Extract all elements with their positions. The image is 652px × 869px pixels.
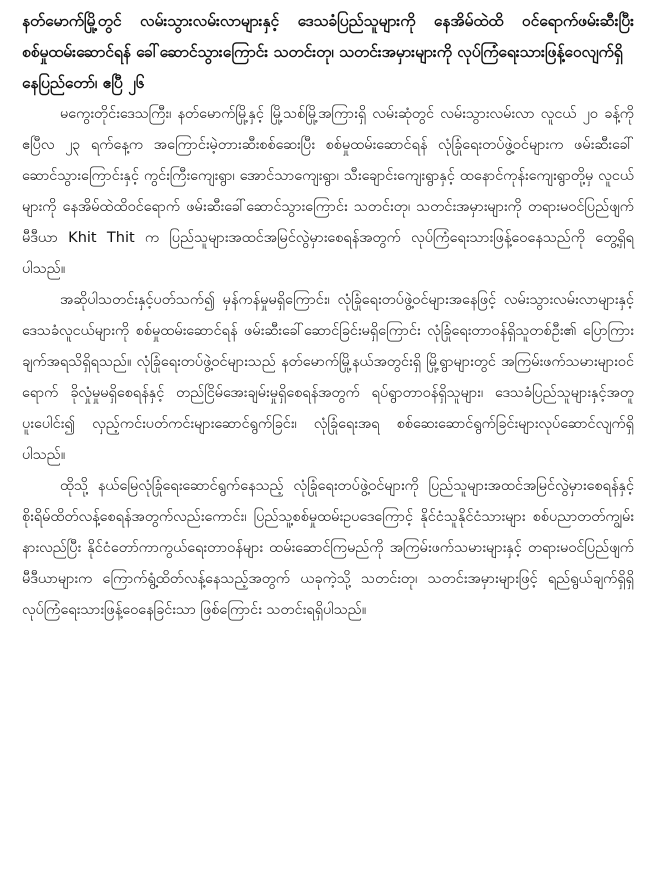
- news-article: [22, 6, 634, 626]
- article-paragraph-3: ထိုသို့ နယ်မြေလုံခြုံရေးဆောင်ရွက်နေသည့် လုံခြုံရေးတပ်ဖွဲ့ဝင်များကို ပြည်သူများအထင်အမြင်လွဲမှားစေရန်နှင့် စိုးရိမ်ထိတ်လန့်စေရန်အတွက်လည်းကောင်း၊ ပြည်သူ့စစ်မှုထမ်းဥပဒေကြောင့် နိုင်ငံသူနိုင်ငံသားများ စစ်ပညာတတ်ကျွမ်းနားလည်ပြီး နိုင်ငံတော်ကာကွယ်ရေးတာဝန်များ ထမ်းဆောင်ကြမည်ကို အကြမ်းဖက်သမားများနှင့် တရားမဝင်ပြည်ဖျက်မီဒီယာများက ကြောက်ရွံ့ထိတ်လန့်နေသည့်အတွက် ယခုကဲ့သို့ သတင်းတု၊ သတင်းအမှားများဖြင့် ရည်ရွယ်ချက်ရှိရှိ လုပ်ကြံရေးသားဖြန့်ဝေနေခြင်းသာ ဖြစ်ကြောင်း သတင်းရရှိပါသည်။: [22, 478, 634, 618]
- article-paragraph-1: မကွေးတိုင်းဒေသကြီး၊ နတ်မောက်မြို့နှင့် မြို့သစ်မြို့အကြားရှိ လမ်းဆုံတွင် လမ်းသွားလမ်းလာ လူငယ် ၂၀ ခန့်ကို ဧပြီလ ၂၃ ရက်နေ့က အကြောင်းမဲ့တားဆီးစစ်ဆေးပြီး စစ်မှုထမ်းဆောင်ရန် လုံခြုံရေးတပ်ဖွဲ့ဝင်များက ဖမ်းဆီးခေါ်ဆောင်သွားကြောင်းနှင့် ကွင်းကြီးကျေးရွာ၊ အောင်သာကျေးရွာ၊ သီးချောင်းကျေးရွာနှင့် ထနောင်ကုန်းကျေးရွာတို့မှ လူငယ်များကို နေအိမ်ထဲထိဝင်ရောက် ဖမ်းဆီးခေါ်ဆောင်သွားကြောင်း သတင်းတု၊ သတင်းအမှားများကို တရားမဝင်ပြည်ဖျက်မီဒီယာ Khit Thit က ပြည်သူများအထင်အမြင်လွဲမှားစေရန်အတွက် လုပ်ကြံရေးသားဖြန့်ဝေနေသည်ကို တွေ့ရှိရပါသည်။: [22, 106, 634, 277]
- article-dateline: နေပြည်တော်၊ ဧပြီ ၂၆: [22, 74, 145, 92]
- article-headline: နတ်မောက်မြို့တွင် လမ်းသွားလမ်းလာများနှင့် ဒေသခံပြည်သူများကို နေအိမ်ထဲထိ ဝင်ရောက်ဖမ်းဆီးပြီး စစ်မှုထမ်းဆောင်ရန် ခေါ်ဆောင်သွားကြောင်း သတင်းတု၊ သတင်းအမှားများကို လုပ်ကြံရေးသားဖြန့်ဝေလျက်ရှိ: [22, 12, 634, 61]
- article-paragraph-2: အဆိုပါသတင်းနှင့်ပတ်သက်၍ မှန်ကန်မှုမရှိကြောင်း၊ လုံခြုံရေးတပ်ဖွဲ့ဝင်များအနေဖြင့် လမ်းသွားလမ်းလာများနှင့် ဒေသခံလူငယ်များကို စစ်မှုထမ်းဆောင်ရန် ဖမ်းဆီးခေါ်ဆောင်ခြင်းမရှိကြောင်း လုံခြုံရေးတာဝန်ရှိသူတစ်ဦး၏ ပြောကြားချက်အရသိရှိရသည်။ လုံခြုံရေးတပ်ဖွဲ့ဝင်များသည် နတ်မောက်မြို့နယ်အတွင်းရှိ မြို့ရွာများတွင် အကြမ်းဖက်သမားများဝင်ရောက် ခိုလှုံမှုမရှိစေရန်နှင့် တည်ငြိမ်အေးချမ်းမှုရှိစေရန်အတွက် ရပ်ရွာတာဝန်ရှိသူများ၊ ဒေသခံပြည်သူများနှင့်အတူ ပူးပေါင်း၍ လှည့်ကင်းပတ်ကင်းများဆောင်ရွက်ခြင်း၊ လုံခြုံရေးအရ စစ်ဆေးဆောင်ရွက်ခြင်းများလုပ်ဆောင်လျက်ရှိပါသည်။: [22, 292, 634, 463]
